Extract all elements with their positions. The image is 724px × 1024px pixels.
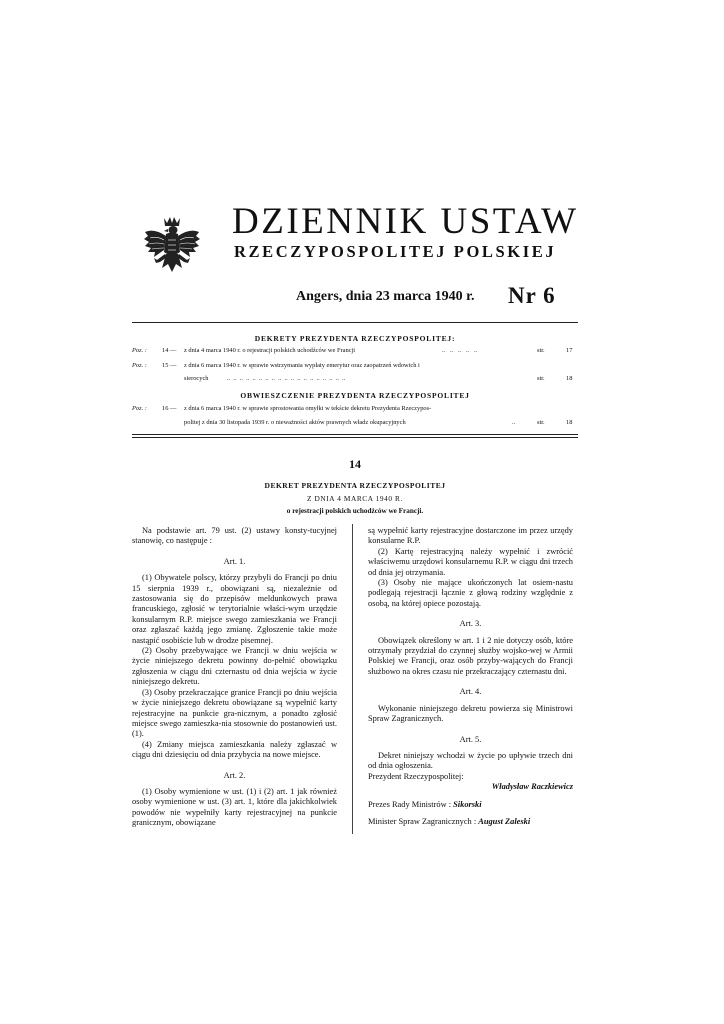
article-heading: Art. 1. [223,556,246,566]
toc-num: 16 — [162,405,177,412]
toc-str: str. [537,347,545,354]
paragraph: Na podstawie art. 79 ust. (2) ustawy konsty-tucyjnej stanowię, co następuje : [132,526,337,546]
left-column [132,526,337,829]
article-heading: Art. 2. [223,770,246,780]
paragraph: (4) Zmiany miejsca zamieszkania należy zgłaszać w ciągu dni dziesięciu od dnia przybycia na nowe miejsce. [132,739,337,760]
toc-page: 17 [566,347,573,354]
toc-poz: Poz. : [132,362,147,369]
toc-heading-decrees: DEKRETY PREZYDENTA RZECZYPOSPOLITEJ: [254,334,456,343]
toc-poz: Poz. : [132,347,147,354]
article-heading: Art. 4. [459,687,482,697]
toc-heading-notices: OBWIESZCZENIE PREZYDENTA RZECZYPOSPOLITEJ [240,391,470,400]
publication-title: DZIENNIK USTAW [232,201,579,242]
toc-page: 18 [566,419,573,426]
paragraph: (3) Osoby nie mające ukończonych lat osiem-nastu podlegają rejestracji łącznie z głową rodziny względnie z osobą, na której opiece pozostają. [368,578,573,608]
paragraph: Dekret niniejszy wchodzi w życie po upływie trzech dni od dnia ogłoszenia. [368,750,573,771]
signature-label: Prezes Rady Ministrów : [368,799,452,809]
signature-label: Minister Spraw Zagranicznych : [368,816,477,826]
paragraph: są wypełnić karty rejestracyjne dostarczone im przez urzędy konsularne R.P. [368,526,573,546]
divider [132,434,578,435]
article-heading: Art. 3. [459,619,482,629]
article-heading: Art. 5. [459,734,482,744]
toc-text: z dnia 4 marca 1940 r. o rejestracji polskich uchodźców we Francji [184,347,356,354]
signature-line-fm [368,817,573,827]
toc-entry [132,375,578,386]
paragraph: (1) Obywatele polscy, którzy przybyli do Francji po dniu 15 sierpnia 1939 r., obowiązani są, niezależnie od zastosowania się do przepisów meldunkowych prawa francuskiego, zgłosić w terytorialnie właści-wym urzędzie konsularnym R.P. miejsce swego zamieszkania we Francji oraz zgłaszać każdą jego zmianę. Zgłoszenie takie może nastąpić osobiście lub w drodze pisemnej. [132,573,337,645]
toc-entry [132,362,578,373]
column-divider [352,524,353,834]
divider [132,322,578,323]
toc-num: 14 — [162,347,177,354]
divider [132,437,578,438]
toc-text: z dnia 6 marca 1940 r. w sprawie wstrzymania wypłaty emerytur oraz zaopatrzeń wdowich i [184,362,420,369]
paragraph: (2) Osoby przebywające we Francji w dniu wejścia w życie niniejszego dekretu powinny do-pełnić obowiązku zgłoszenia w ciągu dni czternastu od dnia wejścia w życie niniejszego dekretu. [132,646,337,687]
polish-eagle-emblem [142,214,202,278]
signature-line-pm [368,800,573,810]
paragraph: (2) Kartę rejestracyjną należy wypełnić i zwrócić właściwemu urzędowi konsularnemu R.P. w ciągu dni trzech od dnia jej otrzymania. [368,546,573,577]
toc-str: str. [537,419,545,426]
toc-entry [132,405,578,416]
publication-subtitle: RZECZYPOSPOLITEJ POLSKIEJ [234,242,557,261]
article-title: DEKRET PREZYDENTA RZECZYPOSPOLITEJ [264,481,446,490]
paragraph: (1) Osoby wymienione w ust. (1) i (2) art. 1 jak również osoby wymienione w ust. (3) art. 1, które dla jakichkolwiek powodów nie wypełniły karty rejestracyjnej na punkcie granicznym, obowiązane [132,786,337,828]
toc-str: str. [537,375,545,382]
toc-leader: .. [512,419,516,426]
toc-page: 18 [566,375,573,382]
paragraph: Wykonanie niniejszego dekretu powierza się Ministrowi Spraw Zagranicznych. [368,703,573,724]
signature-fm: August Zaleski [478,816,531,826]
toc-leader: .. .. .. .. .. .. .. .. .. .. .. .. .. .. .. .. .. .. .. [227,375,346,382]
signature-pm: Sikorski [453,799,482,809]
article-date: Z DNIA 4 MARCA 1940 R. [307,494,403,503]
toc-text: politej z dnia 30 listopada 1939 r. o nieważności aktów prawnych władz okupacyjnych [184,419,406,426]
toc-entry [132,419,578,430]
toc-entry [132,347,578,358]
right-column [368,526,573,827]
toc-text: z dnia 6 marca 1940 r. w sprawie sprostowania omyłki w tekście dekretu Prezydenta Rzeczypos- [184,405,432,412]
paragraph: (3) Osoby przekraczające granice Francji po dniu wejścia w życie niniejszego dekretu obowiązane są wypełnić karty rejestracyjne na punkcie gra-nicznym, a ponadto zgłosić miejsce swego zamieszka-nia stosownie do postanowień ust. (1). [132,687,337,739]
toc-leader: .. .. .. .. .. [442,347,478,354]
signature-label: Prezydent Rzeczypospolitej: [368,771,464,781]
toc-poz: Poz. : [132,405,147,412]
article-subject: o rejestracji polskich uchodźców we Francji. [286,507,424,515]
signature-president: Władysław Raczkiewicz [491,782,573,792]
issue-number: Nr 6 [508,283,556,308]
toc-num: 15 — [162,362,177,369]
issue-dateline: Angers, dnia 23 marca 1940 r. [296,289,475,304]
article-number: 14 [349,457,361,471]
paragraph: Obowiązek określony w art. 1 i 2 nie dotyczy osób, które otrzymały przydział do czynnej służby wojsko-wej w Armii Polskiej we Francji, oraz osób przyby-wających do Francji służbowo na okres czasu nie przekraczający czternastu dni. [368,635,573,676]
toc-text: sierocych [184,375,209,382]
